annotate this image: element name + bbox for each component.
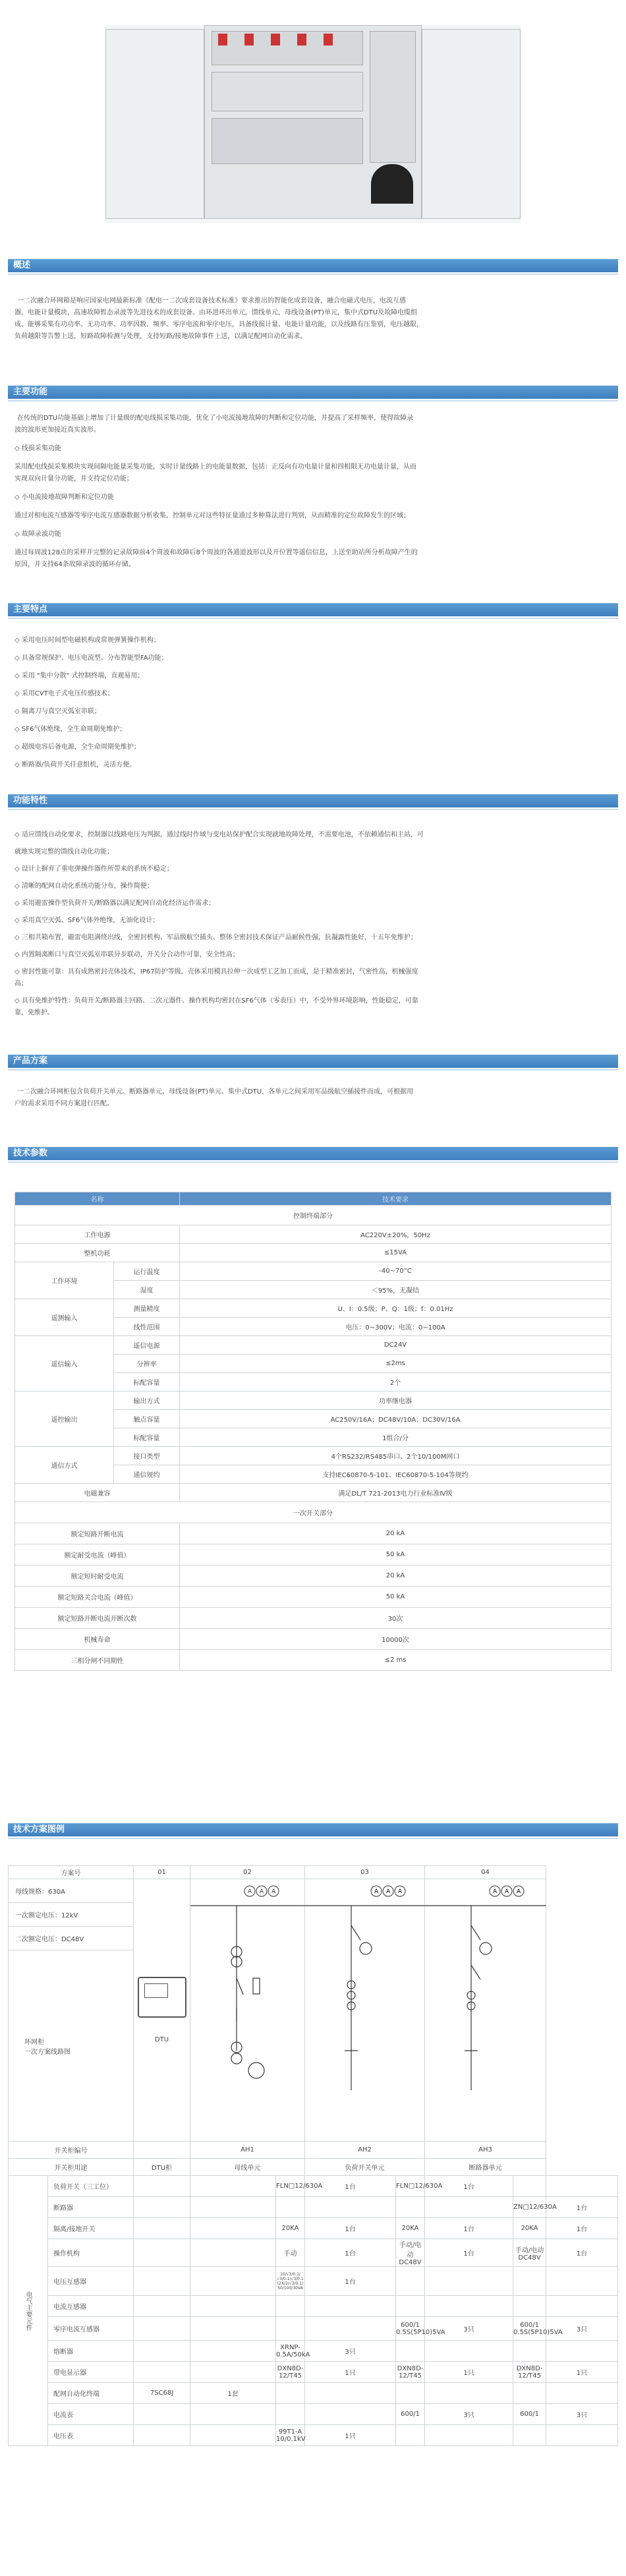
item-cell bbox=[276, 2383, 305, 2404]
section-overview: 概述 bbox=[8, 259, 618, 272]
params-row-sub: 标配容量 bbox=[114, 1428, 180, 1447]
scheme-head: 04 bbox=[425, 1866, 546, 1879]
function-line: 采用配电线损采集模块实现间隔电能量采集功能，实时计量线路上的电能量数据，包括：正反向有功电量计量和四相限无功电量计量，从而 bbox=[14, 463, 416, 471]
item-cell: FLN□12/630A bbox=[276, 2176, 305, 2197]
function-line: 在传统的DTU功能基础上增加了计量级的配电线损采集功能，优化了小电流接地故障的判断和定位功能，并提高了采样频率，使得故障录 bbox=[17, 415, 414, 422]
label-line: 环网柜 bbox=[24, 2038, 44, 2046]
params-row-sub: 标配容量 bbox=[114, 1373, 180, 1391]
item-cell bbox=[190, 2317, 276, 2341]
params-row-value: 20 kA bbox=[180, 1523, 612, 1544]
params-table bbox=[14, 1192, 612, 1671]
params-head-name: 名称 bbox=[15, 1192, 180, 1206]
params-group-header: 一次开关部分 bbox=[15, 1502, 612, 1523]
item-cell: 1套 bbox=[190, 2383, 276, 2404]
product-photo bbox=[105, 25, 521, 223]
params-row-sub: 线性范围 bbox=[114, 1318, 180, 1336]
char-item: ◇ 适应馈线自动化要求，控制器以线路电压为判据，通过线时作域与变电站保护配合实现就地故障处理，不需要电池，不依赖通信和主站，可 bbox=[14, 831, 424, 838]
char-item: ◇ 清晰的配网自动化系统功能分布，操作简便； bbox=[14, 883, 154, 890]
item-cell: 3只 bbox=[305, 2341, 396, 2362]
item-cell: 10/√3/0.1/√3/0.1/√3/0.1 (2X/2/√3/0.1) 50/100/30VA bbox=[276, 2267, 305, 2296]
item-name: 负荷开关（三工位） bbox=[48, 2176, 134, 2197]
params-row-value: 满足DL/T 721-2013电力行业标准Ⅳ级 bbox=[180, 1484, 612, 1502]
params-row-value: 20 kA bbox=[180, 1566, 612, 1587]
params-group-header: 控制终端部分 bbox=[15, 1206, 612, 1225]
params-row-sub: 触点容量 bbox=[114, 1410, 180, 1428]
item-row bbox=[9, 2267, 618, 2296]
section-characteristics: 功能特性 bbox=[8, 794, 618, 807]
item-cell: 1只 bbox=[425, 2362, 513, 2383]
params-row-group: 遥测输入 bbox=[15, 1299, 114, 1336]
item-cell: FLN□12/630A bbox=[396, 2176, 425, 2197]
item-cell bbox=[396, 2341, 425, 2362]
item-cell: 1台 bbox=[546, 2239, 618, 2267]
item-cell: 20KA bbox=[513, 2218, 546, 2239]
item-cell bbox=[513, 2176, 546, 2197]
item-cell: 手动/电动DC48V bbox=[396, 2239, 425, 2267]
scheme-head: 方案号 bbox=[9, 1866, 134, 1879]
item-cell bbox=[276, 2197, 305, 2218]
item-cell: DXN8D-12/T45 bbox=[276, 2362, 305, 2383]
params-row-value: U、I：0.5级；P、Q：1级；f：0.01Hz bbox=[180, 1299, 612, 1318]
params-row-name: 额定短路开断电流 bbox=[15, 1523, 180, 1544]
scheme-diagram-label bbox=[9, 1950, 134, 2142]
char-item: ◇ 采用真空灭弧、SF6气体外绝缘，无油化设计； bbox=[14, 917, 159, 924]
code-label: 开关柜编号 bbox=[9, 2142, 134, 2159]
params-row-value: AC250V/16A；DC48V/10A；DC30V/16A bbox=[180, 1410, 612, 1428]
item-cell bbox=[396, 2383, 425, 2404]
item-cell: 1台 bbox=[305, 2267, 396, 2296]
item-name: 配网自动化终端 bbox=[48, 2383, 134, 2404]
item-cell bbox=[134, 2341, 190, 2362]
item-name: 带电显示器 bbox=[48, 2362, 134, 2383]
feature-item: ◇ 采用电压时间型电磁机构或常规弹簧操作机构； bbox=[14, 637, 160, 644]
params-row-value: DC24V bbox=[180, 1336, 612, 1355]
item-cell: 1台 bbox=[546, 2218, 618, 2239]
use: 母线单元 bbox=[190, 2159, 305, 2176]
section-function: 主要功能 bbox=[8, 386, 618, 399]
item-cell bbox=[305, 2383, 396, 2404]
params-row-sub: 分辨率 bbox=[114, 1355, 180, 1373]
item-cell bbox=[190, 2404, 276, 2425]
item-row bbox=[9, 2404, 618, 2425]
params-row-value: 1组合/分 bbox=[180, 1428, 612, 1447]
params-row-value: 功率继电器 bbox=[180, 1391, 612, 1410]
item-name: 电流表 bbox=[48, 2404, 134, 2425]
char-item: ◇ 内置隔离断口与真空灭弧室串联异步联动，开关分合动作可靠，安全性高； bbox=[14, 951, 239, 958]
item-cell: 1只 bbox=[546, 2362, 618, 2383]
item-cell: 20KA bbox=[276, 2218, 305, 2239]
item-cell bbox=[134, 2176, 190, 2197]
item-cell bbox=[513, 2383, 546, 2404]
item-cell bbox=[190, 2362, 276, 2383]
char-item: ◇ 具有免维护特性：负荷开关/断路器主回路、二次元器件、操作机构均密封在SF6气体（零表压）中，不受外界环境影响，性能稳定，可靠 bbox=[14, 997, 418, 1005]
item-cell: 1台 bbox=[305, 2176, 396, 2197]
item-row bbox=[9, 2176, 618, 2197]
diagram-ah3 bbox=[425, 1879, 546, 2142]
item-cell: 600/1 0.5S(5P10)5VA bbox=[513, 2317, 546, 2341]
overview-line: 负荷越限等告警上送，短路故障检测与处理，支持短路/接地故障事件上送，以满足配网自动化需求。 bbox=[14, 333, 307, 340]
item-name: 电压互感器 bbox=[48, 2267, 134, 2296]
params-row-group: 遥控输出 bbox=[15, 1391, 114, 1447]
item-row bbox=[9, 2362, 618, 2383]
item-cell bbox=[425, 2425, 513, 2446]
params-row-sub: 湿度 bbox=[114, 1281, 180, 1299]
items-body bbox=[9, 2176, 618, 2446]
meter-label: A bbox=[260, 1888, 264, 1895]
params-row-name: 额定短时耐受电流 bbox=[15, 1566, 180, 1587]
use: DTU柜 bbox=[134, 2159, 190, 2176]
function-line: 通过对相电流互感器等零序电流互感器数据分析收集，控制单元对这些特征量通过多种算法进行判别，从而精准的定位故障发生的区域； bbox=[14, 512, 410, 519]
item-cell bbox=[425, 2383, 513, 2404]
item-cell bbox=[425, 2296, 513, 2317]
meter-label: A bbox=[493, 1888, 498, 1895]
scheme-head: 01 bbox=[134, 1866, 190, 1879]
cabinet-left-door bbox=[105, 29, 204, 219]
item-cell bbox=[305, 2404, 396, 2425]
item-cell bbox=[396, 2296, 425, 2317]
code: AH1 bbox=[190, 2142, 305, 2159]
params-row-sub: 通信规约 bbox=[114, 1465, 180, 1484]
item-cell bbox=[134, 2404, 190, 2425]
use-label: 开关柜用途 bbox=[9, 2159, 134, 2176]
params-row-name: 电磁兼容 bbox=[15, 1484, 180, 1502]
params-row-name: 额定短路开断电流开断次数 bbox=[15, 1608, 180, 1629]
item-cell bbox=[546, 2267, 618, 2296]
item-cell bbox=[513, 2296, 546, 2317]
item-cell bbox=[276, 2317, 305, 2341]
item-cell: 1只 bbox=[305, 2362, 396, 2383]
item-cell: 1台 bbox=[425, 2218, 513, 2239]
params-row-value: 支持IEC60870-5-101、IEC60870-5-104等规约 bbox=[180, 1465, 612, 1484]
params-row-value: 10000次 bbox=[180, 1629, 612, 1650]
scheme-head: 02 bbox=[190, 1866, 305, 1879]
item-row bbox=[9, 2239, 618, 2267]
main-parts-label: 电气主要元件 bbox=[9, 2176, 48, 2446]
item-cell: 手动 bbox=[276, 2239, 305, 2267]
diagram-ah2-svg bbox=[305, 1879, 425, 2123]
cabinet-right-door bbox=[422, 29, 521, 219]
item-cell bbox=[513, 2341, 546, 2362]
item-cell bbox=[546, 2383, 618, 2404]
params-row-name: 整机功耗 bbox=[15, 1244, 180, 1262]
diagram-ah1-svg bbox=[190, 1879, 305, 2123]
char-item: ◇ 三相共箱布置，避雷电阻满绕出线，全密封机构、军品级航空插头、整体全密封技术保证产品耐候性强，抗凝露性能好，十五年免维护； bbox=[14, 934, 417, 941]
feature-item: ◇ 具备常规保护、电压电流型、分布智能型FA功能； bbox=[14, 655, 168, 662]
item-cell bbox=[134, 2362, 190, 2383]
item-cell bbox=[425, 2197, 513, 2218]
item-cell bbox=[546, 2176, 618, 2197]
item-name: 隔离/接地开关 bbox=[48, 2218, 134, 2239]
code: AH3 bbox=[425, 2142, 546, 2159]
params-row-value: 30次 bbox=[180, 1608, 612, 1629]
section-diagram: 技术方案图例 bbox=[8, 1823, 618, 1836]
feature-item: ◇ SF6气体绝缘，全生命周期免维护； bbox=[14, 726, 127, 733]
item-name: 断路器 bbox=[48, 2197, 134, 2218]
feature-item: ◇ 采用 "集中分散" 式控制终端，直观易用； bbox=[14, 672, 144, 680]
char-item: ◇ 采用避雷操作型负荷开关/断路器以满足配网自动化经济运作需求； bbox=[14, 900, 215, 907]
scheme-voltage1: 一次额定电压：12kV bbox=[9, 1903, 134, 1927]
params-row-sub: 测量精度 bbox=[114, 1299, 180, 1318]
item-cell: 手动/电动DC48V bbox=[513, 2239, 546, 2267]
params-row-value: ≤2 ms bbox=[180, 1650, 612, 1671]
params-row-value: 50 kA bbox=[180, 1587, 612, 1608]
cabinet-body bbox=[204, 25, 422, 219]
params-row-value: ≤15VA bbox=[180, 1244, 612, 1262]
item-cell bbox=[134, 2267, 190, 2296]
item-cell: XRNP-0.5A/50kA bbox=[276, 2341, 305, 2362]
item-cell bbox=[276, 2296, 305, 2317]
label-line: 一次方案线路图 bbox=[24, 2048, 71, 2056]
meter-label: A bbox=[374, 1888, 379, 1895]
dtu-cell bbox=[134, 1879, 190, 2142]
function-line: ◇ 故障录波功能 bbox=[14, 531, 61, 538]
application-line: 户的需求采用不同方案进行匹配。 bbox=[14, 1100, 113, 1107]
item-row bbox=[9, 2383, 618, 2404]
application-line: 一二次融合环网柜包含负荷开关单元、断路器单元、母线设备(PT)单元、集中式DTU，各单元之间采用军品级航空插接件而成，可根据用 bbox=[17, 1088, 414, 1096]
diagram-ah2 bbox=[305, 1879, 425, 2142]
item-cell bbox=[425, 2341, 513, 2362]
feature-item: ◇ 采用CVT电子式电压传感技术； bbox=[14, 690, 114, 697]
item-cell: 3只 bbox=[546, 2317, 618, 2341]
function-line: 原因，并支持64条故障录波的循环存储。 bbox=[14, 561, 135, 568]
scheme-table bbox=[8, 1865, 618, 2446]
params-row-value: 2个 bbox=[180, 1373, 612, 1391]
params-row-sub: 输出方式 bbox=[114, 1391, 180, 1410]
item-cell bbox=[513, 2267, 546, 2296]
section-application: 产品方案 bbox=[8, 1055, 618, 1068]
code: AH2 bbox=[305, 2142, 425, 2159]
params-row-name: 机械寿命 bbox=[15, 1629, 180, 1650]
section-params: 技术参数 bbox=[8, 1147, 618, 1160]
params-row-sub: 遥信电源 bbox=[114, 1336, 180, 1355]
item-cell bbox=[513, 2425, 546, 2446]
item-cell: 1台 bbox=[425, 2239, 513, 2267]
use: 负荷开关单元 bbox=[305, 2159, 425, 2176]
diagram-ah3-svg bbox=[425, 1879, 546, 2123]
meter-label: A bbox=[398, 1888, 403, 1895]
item-cell: 1台 bbox=[305, 2218, 396, 2239]
item-cell: DXN8D-12/T45 bbox=[513, 2362, 546, 2383]
item-cell: DXN8D-12/T45 bbox=[396, 2362, 425, 2383]
code bbox=[134, 2142, 190, 2159]
params-row-group: 遥信输入 bbox=[15, 1336, 114, 1391]
item-row bbox=[9, 2197, 618, 2218]
item-cell: 1台 bbox=[305, 2239, 396, 2267]
params-row-value: 电压：0~300V；电流：0~100A bbox=[180, 1318, 612, 1336]
item-cell bbox=[425, 2267, 513, 2296]
function-line: ◇ 线损采集功能 bbox=[14, 445, 61, 452]
item-row bbox=[9, 2218, 618, 2239]
item-cell bbox=[396, 2425, 425, 2446]
char-item: ◇ 密封性能可靠：具有成熟密封壳体技术，IP67防护等级，壳体采用模具拉伸一次成型工艺加工而成，是于精准密封，气密性高，机械强度 bbox=[14, 968, 418, 976]
dtu-icon bbox=[138, 1977, 186, 2018]
item-cell: 1台 bbox=[546, 2197, 618, 2218]
item-cell: 7SC68J bbox=[134, 2383, 190, 2404]
item-cell bbox=[546, 2341, 618, 2362]
item-cell bbox=[546, 2425, 618, 2446]
item-cell bbox=[276, 2404, 305, 2425]
item-cell: 600/1 0.5S(5P10)5VA bbox=[396, 2317, 425, 2341]
item-name: 电流互感器 bbox=[48, 2296, 134, 2317]
item-cell bbox=[546, 2296, 618, 2317]
item-cell: 1只 bbox=[305, 2425, 396, 2446]
params-row-value: AC220V±20%，50Hz bbox=[180, 1225, 612, 1244]
item-cell bbox=[190, 2218, 276, 2239]
params-row-name: 工作电源 bbox=[15, 1225, 180, 1244]
meter-label: A bbox=[505, 1888, 509, 1895]
item-cell: 99T1-A 10/0.1kV bbox=[276, 2425, 305, 2446]
scheme-busbar: 母线规格：630A bbox=[9, 1879, 134, 1903]
params-row-value: -40~70°C bbox=[180, 1262, 612, 1281]
item-cell bbox=[190, 2341, 276, 2362]
params-row-sub: 运行温度 bbox=[114, 1262, 180, 1281]
params-row-name: 额定短路关合电流（峰值） bbox=[15, 1587, 180, 1608]
overview-line: 一二次融合环网箱是响应国家电网最新标准《配电一二次成套设备技术标准》要求推出的智能化成套设备，融合电磁式电压，电流互感 bbox=[17, 297, 406, 305]
item-cell bbox=[134, 2197, 190, 2218]
item-cell: 600/1 bbox=[396, 2404, 425, 2425]
item-cell bbox=[396, 2267, 425, 2296]
item-name: 零序电流互感器 bbox=[48, 2317, 134, 2341]
char-item: 就地实现完整的馈线自动化功能； bbox=[14, 848, 113, 856]
params-row-sub: 接口类型 bbox=[114, 1447, 180, 1465]
function-line: 波的波形更加接近真实波形。 bbox=[14, 426, 100, 434]
scheme-voltage2: 二次额定电压：DC48V bbox=[9, 1927, 134, 1950]
section-features: 主要特点 bbox=[8, 603, 618, 616]
item-cell bbox=[396, 2197, 425, 2218]
params-row-name: 三相分闸不同期性 bbox=[15, 1650, 180, 1671]
item-cell bbox=[305, 2197, 396, 2218]
feature-item: ◇ 超级电容后备电源，全生命周期免维护； bbox=[14, 744, 140, 751]
meter-label: A bbox=[248, 1888, 252, 1895]
item-cell: 3只 bbox=[425, 2317, 513, 2341]
item-cell: 1台 bbox=[425, 2176, 513, 2197]
char-item: 高； bbox=[14, 980, 28, 987]
item-cell: ZN□12/630A bbox=[513, 2197, 546, 2218]
params-row-name: 额定耐受电流（峰值） bbox=[15, 1544, 180, 1566]
params-head-req: 技术要求 bbox=[180, 1192, 612, 1206]
item-cell bbox=[134, 2425, 190, 2446]
item-row bbox=[9, 2296, 618, 2317]
feature-item: ◇ 隔离刀与真空灭弧室串联； bbox=[14, 708, 101, 715]
item-cell bbox=[134, 2317, 190, 2341]
diagram-ah1 bbox=[190, 1879, 305, 2142]
item-cell bbox=[134, 2239, 190, 2267]
item-cell: 3只 bbox=[425, 2404, 513, 2425]
params-row-value: ＜95%，无凝结 bbox=[180, 1281, 612, 1299]
item-cell: 20KA bbox=[396, 2218, 425, 2239]
item-cell bbox=[190, 2197, 276, 2218]
params-row-group: 通信方式 bbox=[15, 1447, 114, 1484]
function-line: 实现双向计量分功能，并支持定位功能； bbox=[14, 475, 133, 483]
item-cell: 600/1 bbox=[513, 2404, 546, 2425]
char-item: 靠，免维护。 bbox=[14, 1009, 54, 1016]
item-cell bbox=[134, 2296, 190, 2317]
item-row bbox=[9, 2425, 618, 2446]
item-cell bbox=[190, 2425, 276, 2446]
item-cell bbox=[134, 2218, 190, 2239]
item-cell bbox=[190, 2296, 276, 2317]
item-cell bbox=[305, 2317, 396, 2341]
meter-label: A bbox=[271, 1888, 276, 1895]
meter-label: A bbox=[386, 1888, 391, 1895]
item-cell: 3只 bbox=[546, 2404, 618, 2425]
item-cell bbox=[190, 2267, 276, 2296]
params-row-value: 4个RS232/RS485串口、2个10/100M网口 bbox=[180, 1447, 612, 1465]
params-row-value: 50 kA bbox=[180, 1544, 612, 1566]
item-cell bbox=[190, 2176, 276, 2197]
scheme-head: 03 bbox=[305, 1866, 425, 1879]
overview-line: 器，电能计量模块，高速故障暂态录波等先进技术的成套设备。由环进环出单元，馈线单元，母线设备(PT)单元，集中式DTU及故障电缆组 bbox=[14, 309, 418, 316]
function-line: 通过每周波128点的采样并完整的记录故障前4个周波和故障后8个周波的各通道波形以及开位置等遥信信息，上送至助站所分析故障产生的 bbox=[14, 549, 418, 556]
function-line: ◇ 小电流接地故障判断和定位功能 bbox=[14, 494, 114, 501]
item-row bbox=[9, 2341, 618, 2362]
item-cell bbox=[305, 2296, 396, 2317]
meter-label: A bbox=[517, 1888, 521, 1895]
item-cell bbox=[190, 2239, 276, 2267]
item-row bbox=[9, 2317, 618, 2341]
item-name: 操作机构 bbox=[48, 2239, 134, 2267]
use: 断路器单元 bbox=[425, 2159, 546, 2176]
item-name: 熔断器 bbox=[48, 2341, 134, 2362]
feature-item: ◇ 断路器/负荷开关任意组机，灵活方便。 bbox=[14, 761, 136, 769]
params-row-group: 工作环境 bbox=[15, 1262, 114, 1299]
overview-line: 成。能够采集有功功率、无功功率、功率因数、频率、零序电流和零序电压，具备线损计量、电能计量功能，以及线路有压鉴别，电压越限， bbox=[14, 321, 423, 328]
char-item: ◇ 设计上摒弃了重电弹操作器件所带来的系统不稳定； bbox=[14, 865, 173, 873]
item-name: 电压表 bbox=[48, 2425, 134, 2446]
params-row-value: ≤2ms bbox=[180, 1355, 612, 1373]
dtu-label: DTU bbox=[154, 2036, 169, 2043]
